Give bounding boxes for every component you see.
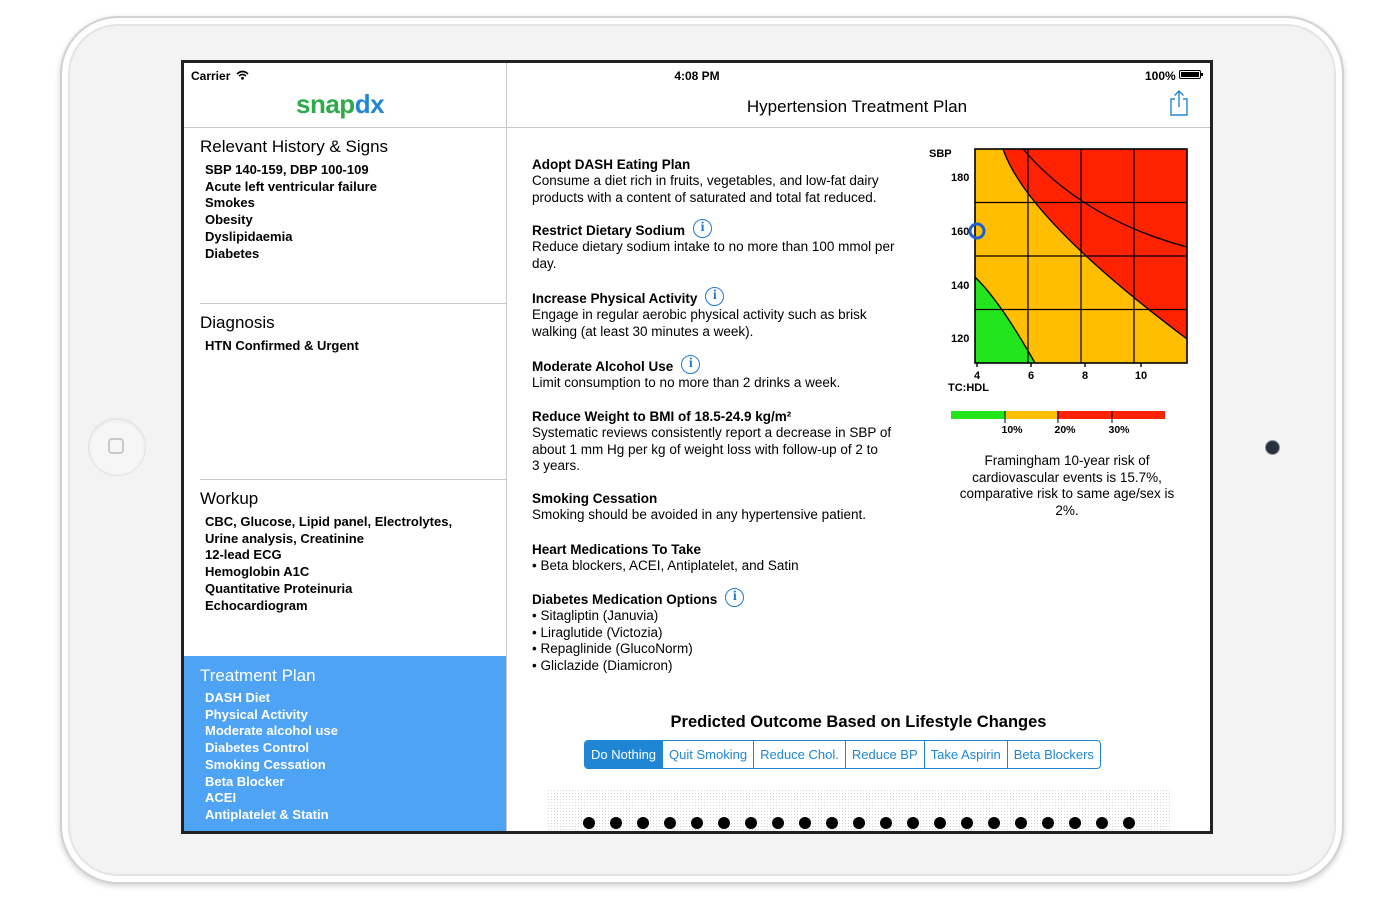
- y-tick-label: 140: [951, 280, 970, 292]
- recommendation-text: • Gliclazide (Diamicron): [532, 657, 673, 673]
- recommendation-item: [532, 220, 922, 272]
- history-list: [205, 162, 506, 262]
- recommendation-text: walking (at least 30 minutes a week).: [532, 323, 754, 339]
- person-icon: [718, 817, 730, 829]
- list-item: Beta Blocker: [205, 773, 285, 789]
- person-icon: [610, 817, 622, 829]
- x-tick-label: 6: [1027, 370, 1035, 382]
- list-item: SBP 140-159, DBP 100-109: [205, 162, 369, 177]
- recommendation-text: Reduce dietary sodium intake to no more than 100 mmol per: [532, 239, 895, 254]
- risk-text-line: comparative risk to same age/sex is: [959, 486, 1175, 502]
- predicted-outcome-title: Predicted Outcome Based on Lifestyle Changes: [670, 713, 1047, 731]
- list-item: Dyslipidaemia: [205, 228, 293, 244]
- person-icon: [907, 817, 919, 829]
- list-item: Moderate alcohol use: [205, 723, 338, 739]
- treatment-title: Treatment Plan: [200, 666, 316, 685]
- recommendation-title-text: Smoking Cessation: [532, 491, 658, 506]
- diagnosis-section[interactable]: [200, 313, 506, 355]
- recommendation-text: products with a content of saturated and total fat reduced.: [532, 189, 877, 205]
- recommendation-title: [532, 220, 922, 238]
- recommendation-text: • Liraglutide (Victozia): [532, 624, 663, 640]
- person-icon: [637, 817, 649, 829]
- recommendation-title: [532, 409, 922, 424]
- recommendation-item: [532, 491, 922, 524]
- divider: [507, 127, 1210, 128]
- recommendation-text: Limit consumption to no more than 2 drinks a week.: [532, 375, 841, 390]
- person-icon: [988, 817, 1000, 829]
- person-icon: [745, 817, 757, 829]
- recommendation-text: Consume a diet rich in fruits, vegetables, and low-fat dairy: [532, 173, 879, 188]
- recommendation-item: [532, 157, 922, 206]
- y-tick-label: 180: [951, 172, 970, 184]
- home-square-icon: [108, 438, 124, 454]
- list-item: Echocardiogram: [205, 597, 308, 613]
- recommendation-text: Systematic reviews consistently report a decrease in SBP of: [532, 425, 892, 440]
- recommendation-text: Engage in regular aerobic physical activity such as brisk: [532, 307, 867, 322]
- outcome-tab[interactable]: Do Nothing: [585, 741, 663, 768]
- person-icon: [880, 817, 892, 829]
- list-item: Acute left ventricular failure: [205, 178, 377, 194]
- battery-label: 100%: [1145, 69, 1176, 83]
- risk-text-line: 2%.: [1055, 502, 1079, 518]
- info-icon[interactable]: i: [725, 588, 744, 607]
- info-icon[interactable]: i: [705, 287, 724, 306]
- outcome-tab[interactable]: Take Aspirin: [925, 741, 1008, 768]
- legend-tick-label: 20%: [1054, 424, 1076, 436]
- recommendation-title-text: Heart Medications To Take: [532, 542, 702, 557]
- page-title: Hypertension Treatment Plan: [746, 97, 968, 116]
- list-item: Antiplatelet & Statin: [205, 806, 329, 822]
- person-icon: [1015, 817, 1027, 829]
- info-icon[interactable]: i: [693, 219, 712, 238]
- person-icon: [853, 817, 865, 829]
- y-tick-label: 160: [951, 226, 970, 238]
- divider: [200, 479, 506, 480]
- person-icon: [1096, 817, 1108, 829]
- person-icon: [961, 817, 973, 829]
- person-icon: [826, 817, 838, 829]
- person-icon: [799, 817, 811, 829]
- list-item: CBC, Glucose, Lipid panel, Electrolytes,: [205, 514, 453, 529]
- status-time: 4:08 PM: [674, 69, 720, 83]
- screen: [181, 60, 1213, 834]
- recommendation-title-text: Diabetes Medication Options: [532, 592, 718, 607]
- recommendation-title: [532, 356, 922, 374]
- recommendation-title: [532, 157, 922, 172]
- recommendation-title: [532, 589, 922, 607]
- x-axis-label: TC:HDL: [948, 382, 989, 394]
- list-item: Hemoglobin A1C: [205, 564, 310, 580]
- app-logo: snapdx: [296, 89, 385, 119]
- home-button[interactable]: [88, 418, 146, 476]
- recommendation-text: • Sitagliptin (Januvia): [532, 608, 659, 623]
- share-icon[interactable]: [1169, 89, 1189, 117]
- legend-green: [951, 411, 1005, 419]
- outcome-tab[interactable]: Reduce BP: [846, 741, 925, 768]
- info-icon[interactable]: i: [681, 355, 700, 374]
- legend-red: [1057, 411, 1165, 419]
- divider: [184, 127, 506, 128]
- battery-icon: [1179, 70, 1201, 79]
- person-icon: [772, 817, 784, 829]
- divider: [200, 303, 506, 304]
- person-icon: [691, 817, 703, 829]
- list-item: Smoking Cessation: [205, 756, 326, 772]
- recommendation-title-text: Adopt DASH Eating Plan: [532, 157, 691, 172]
- outcome-segmented-control[interactable]: [584, 740, 1101, 769]
- x-tick-label: 10: [1134, 370, 1148, 382]
- list-item: Quantitative Proteinuria: [205, 580, 353, 596]
- recommendation-text: day.: [532, 255, 557, 271]
- history-section[interactable]: [200, 137, 506, 262]
- recommendation-title: [532, 542, 922, 557]
- treatment-plan-section[interactable]: [184, 656, 506, 831]
- diagnosis-list: [205, 338, 506, 355]
- recommendation-item: [532, 288, 922, 340]
- recommendation-title-text: Moderate Alcohol Use: [532, 359, 674, 374]
- list-item: Diabetes Control: [205, 740, 310, 756]
- recommendation-text: • Repaglinide (GlucoNorm): [532, 641, 693, 657]
- legend-tick-label: 30%: [1108, 424, 1130, 436]
- list-item: 12-lead ECG: [205, 547, 282, 563]
- recommendation-title-text: Reduce Weight to BMI of 18.5-24.9 kg/m²: [532, 409, 792, 424]
- diagnosis-title: Diagnosis: [200, 313, 275, 332]
- workup-section[interactable]: [200, 489, 506, 614]
- recommendation-item: [532, 356, 922, 392]
- list-item: Obesity: [205, 212, 253, 228]
- recommendation-title: [532, 288, 922, 306]
- recommendation-text: Smoking should be avoided in any hypertensive patient.: [532, 507, 866, 522]
- outcome-tab[interactable]: Reduce Chol.: [754, 741, 846, 768]
- list-item: HTN Confirmed & Urgent: [205, 338, 359, 353]
- risk-text-line: cardiovascular events is 15.7%,: [972, 469, 1162, 485]
- carrier-label: Carrier: [191, 69, 231, 83]
- recommendation-item: [532, 409, 922, 475]
- list-item: Physical Activity: [205, 706, 308, 722]
- legend-amber: [1005, 411, 1057, 419]
- recommendation-item: [532, 589, 922, 674]
- person-icon: [934, 817, 946, 829]
- sidebar: [184, 63, 507, 831]
- y-tick-label: 120: [951, 333, 970, 345]
- list-item: Urine analysis, Creatinine: [205, 530, 364, 546]
- wifi-icon: [236, 70, 249, 80]
- camera-icon: [1265, 440, 1280, 455]
- person-icon: [664, 817, 676, 829]
- x-tick-label: 4: [973, 370, 981, 382]
- x-tick-label: 8: [1081, 370, 1089, 382]
- main-panel: [507, 63, 1210, 831]
- treatment-list: [205, 690, 338, 824]
- workup-title: Workup: [200, 489, 259, 508]
- workup-list: [205, 514, 506, 614]
- y-axis-label: SBP: [929, 148, 952, 160]
- person-icon: [1123, 817, 1135, 829]
- legend-tick-label: 10%: [1001, 424, 1023, 436]
- recommendation-title: [532, 491, 922, 506]
- history-title: Relevant History & Signs: [200, 137, 389, 156]
- recommendation-text: 3 years.: [532, 458, 581, 474]
- outcome-tab[interactable]: Beta Blockers: [1013, 747, 1094, 762]
- person-icon: [1042, 817, 1054, 829]
- risk-text-line: Framingham 10-year risk of: [984, 453, 1150, 468]
- list-item: Diabetes: [205, 245, 260, 261]
- recommendation-text: about 1 mm Hg per kg of weight loss with follow-up of 2 to: [532, 441, 878, 457]
- recommendation-title-text: Increase Physical Activity: [532, 291, 698, 306]
- person-icon: [1069, 817, 1081, 829]
- risk-chart-svg: [927, 141, 1197, 451]
- person-icon: [583, 817, 595, 829]
- list-item: DASH Diet: [205, 690, 271, 705]
- risk-text: [947, 453, 1187, 519]
- recommendation-item: [532, 542, 922, 575]
- outcome-people-grid: [547, 789, 1172, 831]
- recommendation-title-text: Restrict Dietary Sodium: [532, 223, 686, 238]
- list-item: ACEI: [205, 790, 237, 806]
- outcome-tab[interactable]: Quit Smoking: [663, 741, 754, 768]
- people-icons: [547, 789, 1172, 831]
- recommendation-text: • Beta blockers, ACEI, Antiplatelet, and Satin: [532, 558, 799, 573]
- list-item: Smokes: [205, 195, 255, 211]
